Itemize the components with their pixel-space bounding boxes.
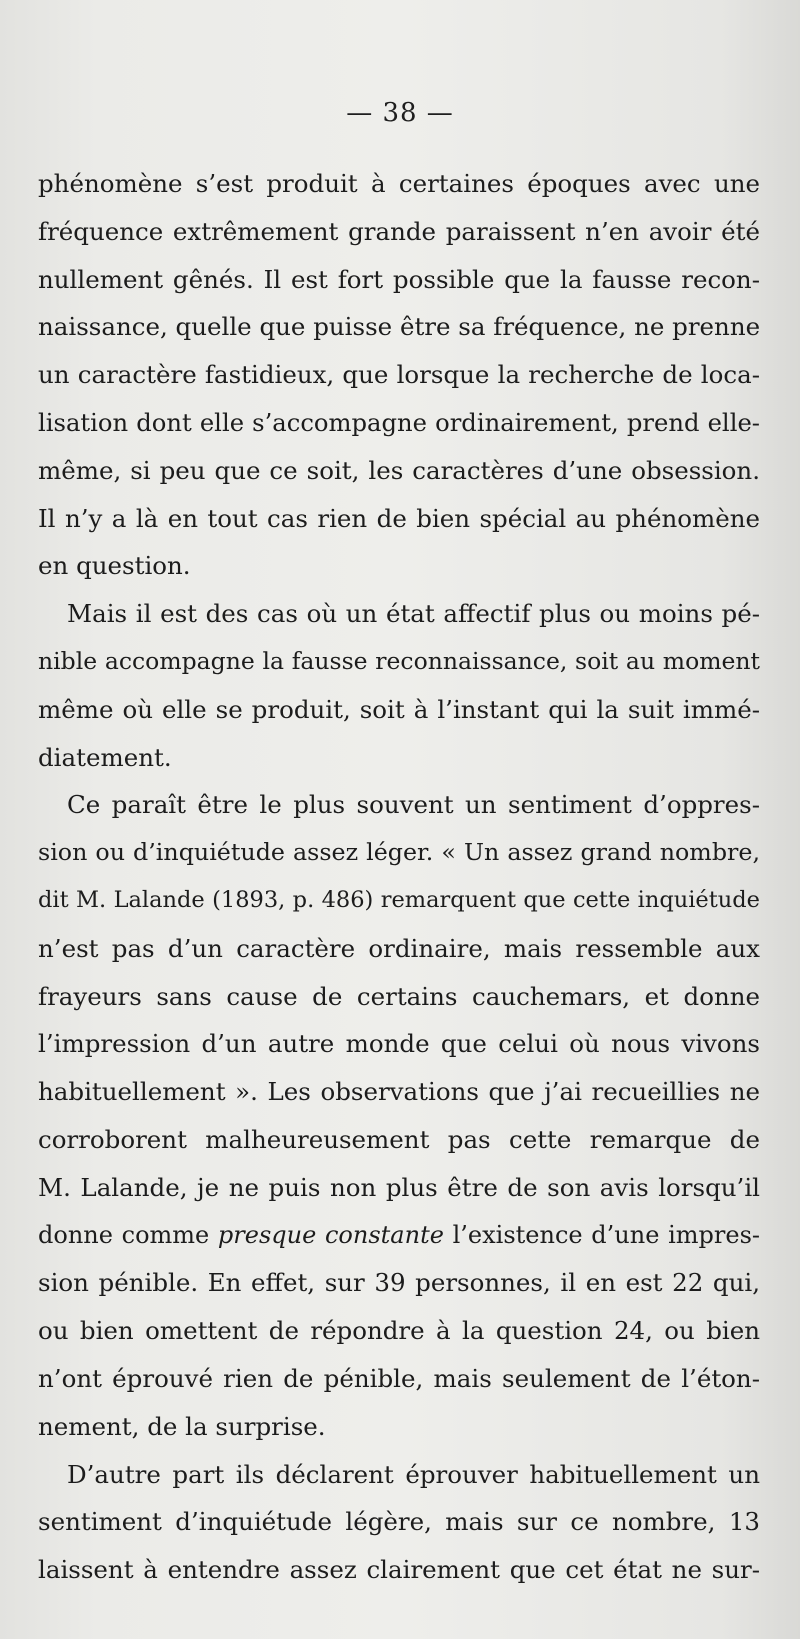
text-line: n’est pas d’un caractère ordinaire, mais ressemble aux [38,933,760,963]
text-line: habituellement ». Les observations que j’ai recueillies ne [38,1077,760,1107]
text-line: même, si peu que ce soit, les caractères d’une obsession. [38,455,760,485]
text-line: diatement. [38,742,172,772]
text-segment: l’existence d’une impres- [443,1220,760,1249]
text-line: nement, de la surprise. [38,1411,326,1441]
text-line: nible accompagne la fausse reconnaissance, soit au moment [38,646,760,675]
text-line: nullement gênés. Il est fort possible que la fausse recon- [38,264,760,294]
text-line: n’ont éprouvé rien de pénible, mais seulement de l’éton- [38,1363,760,1393]
text-line: Ce paraît être le plus souvent un sentiment d’oppres- [67,790,760,820]
text-line: fréquence extrêmement grande paraissent n’en avoir été [38,216,760,246]
text-line: sion ou d’inquiétude assez léger. « Un assez grand nombre, [38,838,760,867]
text-line: laissent à entendre assez clairement que cet état ne sur- [38,1555,760,1585]
text-line: Mais il est des cas où un état affectif plus ou moins pé- [67,599,760,629]
text-line: frayeurs sans cause de certains cauchemars, et donne [38,981,760,1011]
text-line: sion pénible. En effet, sur 39 personnes, il en est 22 qui, [38,1268,760,1298]
text-line: en question. [38,551,191,581]
text-line: ou bien omettent de répondre à la question 24, ou bien [38,1316,760,1346]
text-line: corroborent malheureusement pas cette remarque de [38,1124,760,1154]
text-line: sentiment d’inquiétude légère, mais sur ce nombre, 13 [38,1507,760,1537]
body-text [38,160,760,1594]
text-line: M. Lalande, je ne puis non plus être de son avis lorsqu’il [38,1172,760,1202]
text-line: phénomène s’est produit à certaines époques avec une [38,169,760,198]
text-line: même où elle se produit, soit à l’instant qui la suit immé- [38,694,760,724]
italic-phrase: presque constante [217,1220,444,1249]
text-line: lisation dont elle s’accompagne ordinairement, prend elle- [38,407,760,437]
text-line-with-italic [38,1212,760,1260]
text-line: naissance, quelle que puisse être sa fréquence, ne prenne [38,312,760,342]
text-line: dit M. Lalande (1893, p. 486) remarquent que cette inquiétude [38,886,760,913]
text-line: D’autre part ils déclarent éprouver habituellement un [67,1459,760,1489]
page-number: — 38 — [346,98,454,128]
text-segment: donne comme [38,1220,218,1249]
text-line: un caractère fastidieux, que lorsque la recherche de loca- [38,360,760,390]
text-line: Il n’y a là en tout cas rien de bien spécial au phénomène [38,503,760,533]
text-line: l’impression d’un autre monde que celui où nous vivons [38,1029,760,1059]
